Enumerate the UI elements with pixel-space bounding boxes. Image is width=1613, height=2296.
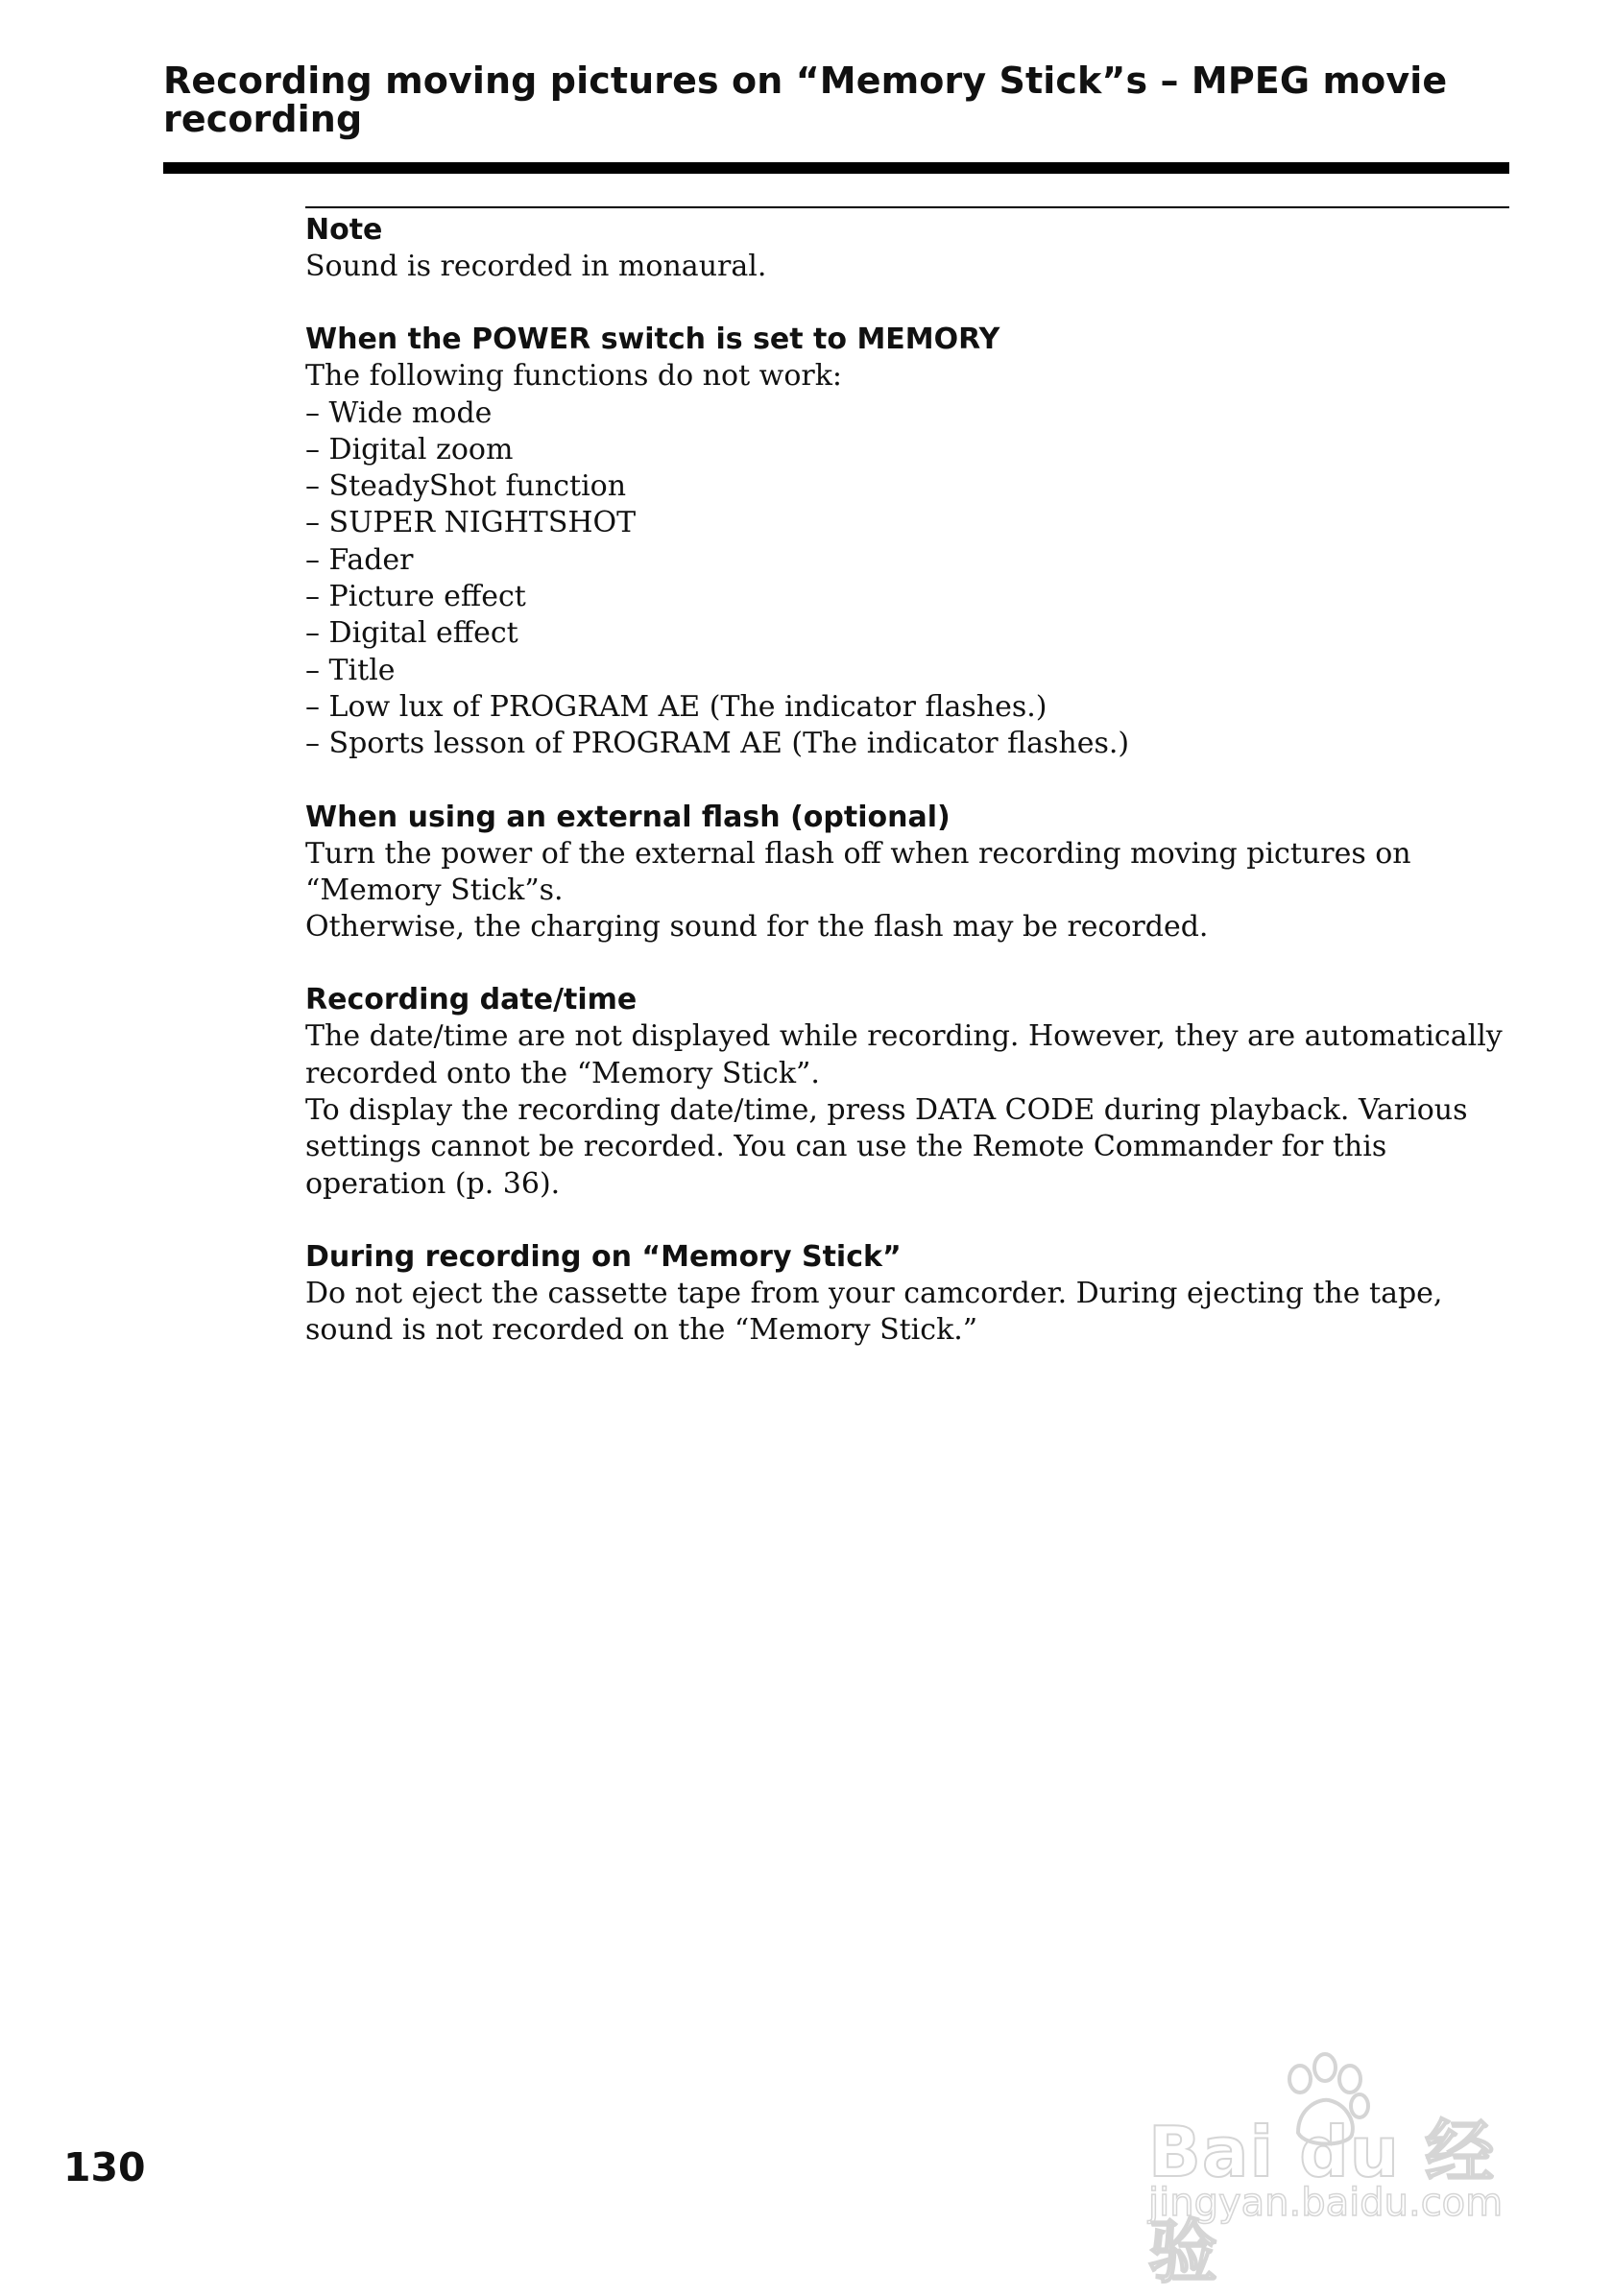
section-recording-date-time [305, 982, 1509, 1202]
page-title: Recording moving pictures on “Memory Stick”s – MPEG movie recording [163, 60, 1448, 140]
section-note [305, 212, 1509, 285]
section-heading: Note [305, 213, 383, 247]
list-item: – SUPER NIGHTSHOT [305, 506, 637, 540]
paragraph: The following functions do not work: [305, 359, 843, 394]
list-item: – Wide mode [305, 395, 493, 430]
section-heading: Recording date/time [305, 983, 638, 1017]
paragraph: Otherwise, the charging sound for the flash may be recorded. [305, 910, 1209, 945]
function-list [305, 395, 1509, 763]
watermark-url: jingyan.baidu.com [1148, 2181, 1504, 2225]
list-item: – Low lux of PROGRAM AE (The indicator flashes.) [305, 689, 1047, 724]
list-item: – Title [305, 653, 396, 687]
section-during-recording [305, 1239, 1509, 1350]
paragraph: Sound is recorded in monaural. [305, 250, 767, 283]
section-power-switch [305, 322, 1509, 762]
list-item: – Sports lesson of PROGRAM AE (The indicator flashes.) [305, 727, 1130, 761]
list-item: – Fader [305, 542, 414, 577]
list-item: – SteadyShot function [305, 469, 627, 504]
baidu-watermark [1148, 2050, 1532, 2292]
list-item: – Picture effect [305, 580, 526, 614]
page-number: 130 [63, 2144, 146, 2190]
list-item: – Digital effect [305, 616, 518, 651]
paragraph: Turn the power of the external flash off when recording moving pictures on “Memory Stick”s. [305, 836, 1411, 907]
title-rule [163, 162, 1509, 174]
watermark-logo-text: Bai du 经验 [1148, 2112, 1496, 2292]
paragraph: To display the recording date/time, press DATA CODE during playback. Various settings cannot be recorded. You can use the Remote Commander for this operation (p. 36). [305, 1093, 1468, 1201]
section-rule [305, 206, 1509, 208]
content-column [305, 212, 1509, 1386]
paragraph: Do not eject the cassette tape from your camcorder. During ejecting the tape, sound is not recorded on the “Memory Stick.” [305, 1276, 1443, 1348]
list-item: – Digital zoom [305, 432, 514, 466]
section-external-flash [305, 800, 1509, 946]
section-heading: When the POWER switch is set to MEMORY [305, 323, 1000, 357]
paragraph: The date/time are not displayed while recording. However, they are automatically recorded onto the “Memory Stick”. [305, 1019, 1503, 1090]
section-heading: When using an external flash (optional) [305, 800, 951, 834]
section-heading: During recording on “Memory Stick” [305, 1239, 902, 1274]
